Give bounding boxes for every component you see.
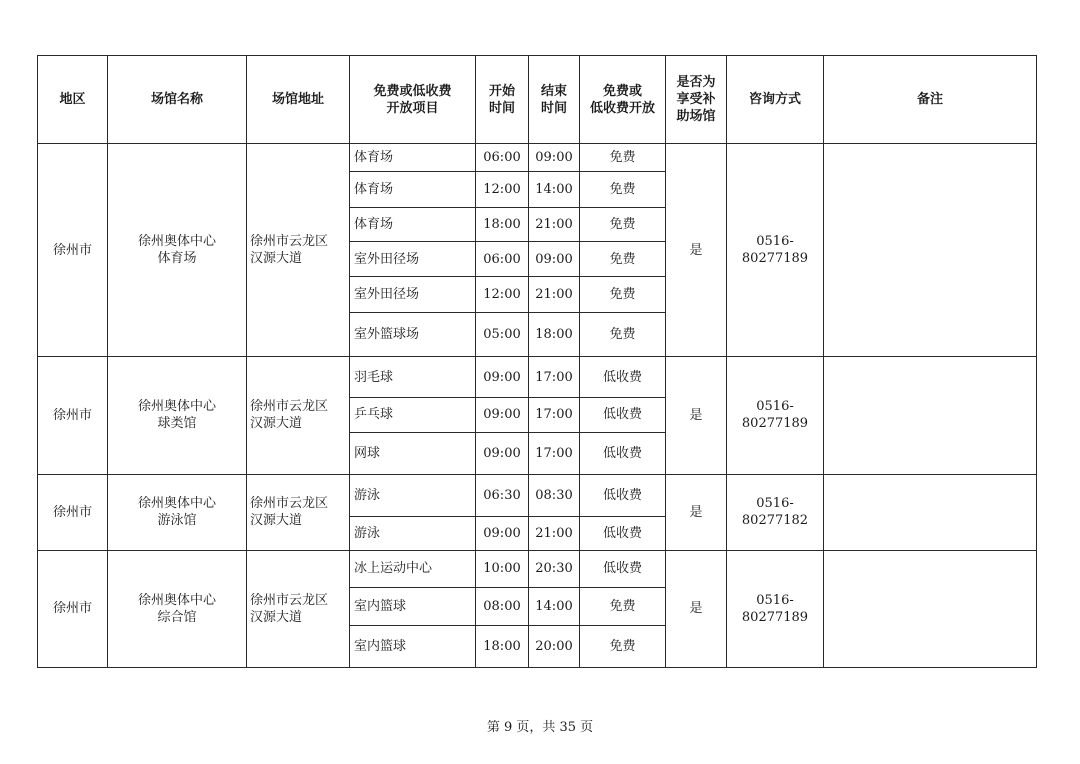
table-row	[38, 474, 1037, 516]
end-time-cell: 17:00	[529, 398, 580, 432]
start-time-cell: 06:00	[476, 144, 529, 172]
start-time-cell: 09:00	[476, 516, 529, 550]
contact-cell: 0516-80277189	[727, 357, 824, 474]
header-region: 地区	[38, 56, 108, 144]
project-cell: 乒乓球	[350, 398, 476, 432]
project-cell: 游泳	[350, 474, 476, 516]
header-remarks: 备注	[824, 56, 1037, 144]
project-cell: 室外田径场	[350, 277, 476, 313]
region-cell: 徐州市	[38, 357, 108, 474]
start-time-cell: 09:00	[476, 398, 529, 432]
end-time-cell: 08:30	[529, 474, 580, 516]
subsidized-cell: 是	[666, 357, 727, 474]
end-time-cell: 21:00	[529, 277, 580, 313]
end-time-cell: 21:00	[529, 516, 580, 550]
end-time-cell: 20:30	[529, 550, 580, 587]
fee-type-cell: 免费	[580, 172, 666, 208]
remarks-cell	[824, 357, 1037, 474]
start-time-cell: 09:00	[476, 432, 529, 474]
end-time-cell: 09:00	[529, 242, 580, 277]
start-time-cell: 06:30	[476, 474, 529, 516]
contact-cell: 0516-80277189	[727, 144, 824, 357]
remarks-cell	[824, 550, 1037, 667]
fee-type-cell: 低收费	[580, 516, 666, 550]
page-footer: 第 9 页，共 35 页	[486, 720, 594, 735]
header-start-time: 开始 时间	[476, 56, 529, 144]
contact-cell: 0516-80277189	[727, 550, 824, 667]
subsidized-cell: 是	[666, 550, 727, 667]
fee-type-cell: 低收费	[580, 432, 666, 474]
fee-type-cell: 免费	[580, 144, 666, 172]
project-cell: 室外田径场	[350, 242, 476, 277]
start-time-cell: 10:00	[476, 550, 529, 587]
project-cell: 游泳	[350, 516, 476, 550]
header-contact: 咨询方式	[727, 56, 824, 144]
project-cell: 体育场	[350, 172, 476, 208]
table-row	[38, 144, 1037, 172]
region-cell: 徐州市	[38, 474, 108, 550]
header-project: 免费或低收费 开放项目	[350, 56, 476, 144]
venue-address-cell: 徐州市云龙区 汉源大道	[247, 474, 350, 550]
fee-type-cell: 免费	[580, 277, 666, 313]
table-row	[38, 550, 1037, 587]
start-time-cell: 12:00	[476, 277, 529, 313]
venue-name-cell: 徐州奥体中心 游泳馆	[108, 474, 247, 550]
end-time-cell: 14:00	[529, 172, 580, 208]
table-row	[38, 357, 1037, 398]
end-time-cell: 14:00	[529, 587, 580, 625]
subsidized-cell: 是	[666, 474, 727, 550]
fee-type-cell: 免费	[580, 242, 666, 277]
start-time-cell: 05:00	[476, 313, 529, 357]
project-cell: 网球	[350, 432, 476, 474]
venue-name-cell: 徐州奥体中心 球类馆	[108, 357, 247, 474]
venue-address-cell: 徐州市云龙区 汉源大道	[247, 357, 350, 474]
project-cell: 体育场	[350, 208, 476, 242]
fee-type-cell: 低收费	[580, 357, 666, 398]
header-venue-address: 场馆地址	[247, 56, 350, 144]
header-row	[38, 56, 1037, 144]
end-time-cell: 20:00	[529, 625, 580, 667]
fee-type-cell: 免费	[580, 587, 666, 625]
project-cell: 室内篮球	[350, 625, 476, 667]
end-time-cell: 21:00	[529, 208, 580, 242]
header-subsidized: 是否为 享受补 助场馆	[666, 56, 727, 144]
contact-cell: 0516-80277182	[727, 474, 824, 550]
venue-name-cell: 徐州奥体中心 体育场	[108, 144, 247, 357]
project-cell: 室内篮球	[350, 587, 476, 625]
header-venue-name: 场馆名称	[108, 56, 247, 144]
start-time-cell: 18:00	[476, 625, 529, 667]
start-time-cell: 18:00	[476, 208, 529, 242]
region-cell: 徐州市	[38, 550, 108, 667]
table-body	[38, 144, 1037, 668]
start-time-cell: 09:00	[476, 357, 529, 398]
end-time-cell: 17:00	[529, 432, 580, 474]
remarks-cell	[824, 474, 1037, 550]
project-cell: 室外篮球场	[350, 313, 476, 357]
fee-type-cell: 免费	[580, 208, 666, 242]
start-time-cell: 12:00	[476, 172, 529, 208]
end-time-cell: 17:00	[529, 357, 580, 398]
end-time-cell: 18:00	[529, 313, 580, 357]
subsidized-cell: 是	[666, 144, 727, 357]
project-cell: 体育场	[350, 144, 476, 172]
venue-name-cell: 徐州奥体中心 综合馆	[108, 550, 247, 667]
header-end-time: 结束 时间	[529, 56, 580, 144]
fee-type-cell: 低收费	[580, 474, 666, 516]
fee-type-cell: 低收费	[580, 550, 666, 587]
end-time-cell: 09:00	[529, 144, 580, 172]
start-time-cell: 08:00	[476, 587, 529, 625]
venue-schedule-table	[37, 55, 1037, 668]
start-time-cell: 06:00	[476, 242, 529, 277]
venue-address-cell: 徐州市云龙区 汉源大道	[247, 550, 350, 667]
project-cell: 羽毛球	[350, 357, 476, 398]
fee-type-cell: 低收费	[580, 398, 666, 432]
region-cell: 徐州市	[38, 144, 108, 357]
remarks-cell	[824, 144, 1037, 357]
fee-type-cell: 免费	[580, 625, 666, 667]
project-cell: 冰上运动中心	[350, 550, 476, 587]
fee-type-cell: 免费	[580, 313, 666, 357]
header-fee-type: 免费或 低收费开放	[580, 56, 666, 144]
venue-address-cell: 徐州市云龙区 汉源大道	[247, 144, 350, 357]
